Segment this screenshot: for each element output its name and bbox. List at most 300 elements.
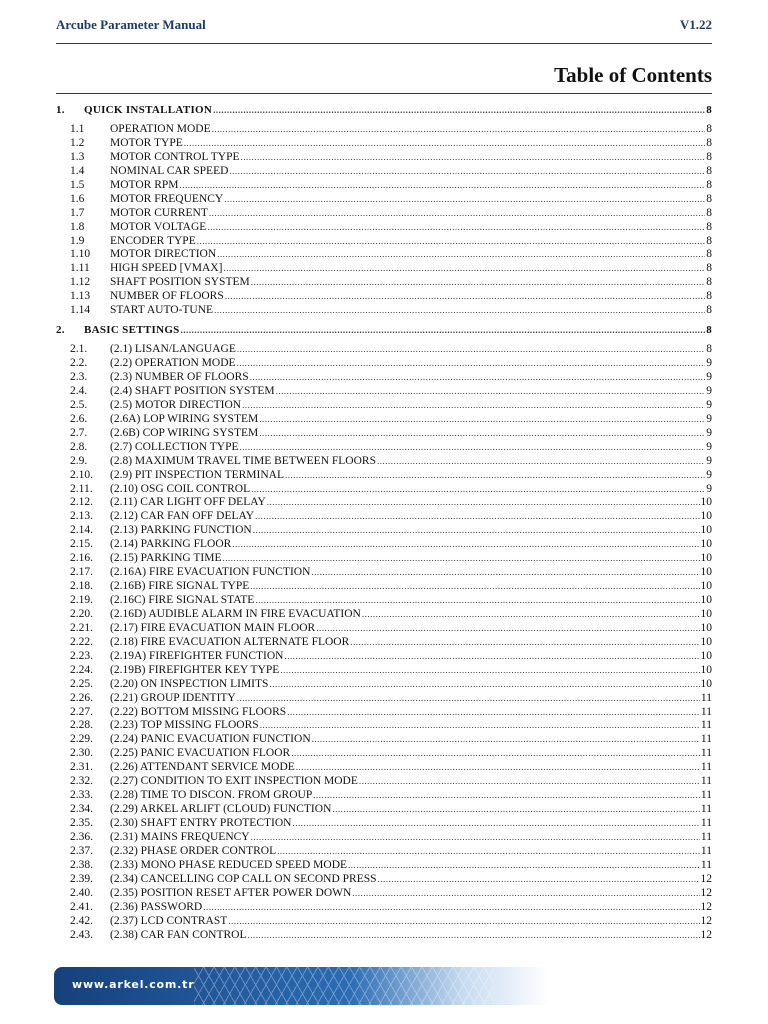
toc-entry[interactable] — [56, 915, 712, 929]
entry-page-number: 10 — [700, 496, 712, 509]
dot-leader — [276, 385, 706, 399]
dot-leader — [240, 441, 706, 455]
toc-entry[interactable] — [56, 413, 712, 427]
entry-page-number: 12 — [700, 914, 712, 927]
entry-page-number: 11 — [700, 858, 712, 871]
toc-entry[interactable] — [56, 859, 712, 873]
entry-title: (2.38) CAR FAN CONTROL — [110, 928, 247, 941]
toc-entry[interactable] — [56, 580, 712, 594]
entry-title: (2.33) MONO PHASE REDUCED SPEED MODE — [110, 858, 348, 871]
entry-number: 2.26. — [70, 691, 93, 704]
entry-number: 1.6 — [70, 192, 85, 205]
entry-title: OPERATION MODE — [110, 123, 211, 135]
dot-leader — [348, 859, 700, 873]
entry-title: (2.13) PARKING FUNCTION — [110, 524, 252, 537]
entry-page-number: 8 — [706, 290, 712, 303]
toc-entry[interactable] — [56, 304, 712, 318]
dot-leader — [277, 845, 700, 859]
entry-number: 2.13. — [70, 510, 93, 523]
entry-number: 2.15. — [70, 538, 93, 551]
entry-title: (2.16C) FIRE SIGNAL STATE — [110, 594, 255, 606]
entry-title: HIGH SPEED [VMAX] — [110, 262, 223, 275]
dot-leader — [250, 580, 699, 594]
footer-banner — [54, 967, 714, 1005]
entry-page-number: 8 — [706, 304, 712, 317]
entry-number: 2.39. — [70, 872, 93, 885]
toc-entry[interactable] — [56, 538, 712, 552]
entry-page-number: 9 — [706, 482, 712, 495]
dot-leader — [251, 276, 706, 290]
entry-number: 2.28. — [70, 719, 93, 732]
toc-entry[interactable] — [56, 817, 712, 831]
entry-title: (2.15) PARKING TIME — [110, 552, 222, 565]
entry-title: (2.7) COLLECTION TYPE — [110, 440, 239, 453]
dot-leader — [253, 524, 700, 538]
entry-page-number: 12 — [700, 872, 712, 885]
dot-leader — [260, 719, 700, 733]
entry-page-number: 11 — [700, 705, 712, 718]
dot-leader — [296, 761, 700, 775]
toc-entry[interactable] — [56, 887, 712, 901]
dot-leader — [228, 915, 699, 929]
toc-section-heading[interactable] — [56, 322, 712, 339]
toc-entry[interactable] — [56, 845, 712, 859]
section-number: 2. — [56, 324, 65, 337]
entry-page-number: 12 — [700, 900, 712, 913]
dot-leader — [229, 165, 705, 179]
toc-entry[interactable] — [56, 469, 712, 483]
toc-entry[interactable] — [56, 357, 712, 371]
entry-title: (2.29) ARKEL ARLIFT (CLOUD) FUNCTION — [110, 803, 332, 816]
entry-title: (2.8) MAXIMUM TRAVEL TIME BETWEEN FLOORS — [110, 454, 376, 467]
entry-number: 2.31. — [70, 761, 93, 774]
entry-title: SHAFT POSITION SYSTEM — [110, 276, 250, 289]
entry-page-number: 12 — [700, 928, 712, 941]
toc-entry[interactable] — [56, 193, 712, 207]
entry-number: 2.43. — [70, 928, 93, 941]
entry-page-number: 8 — [706, 136, 712, 149]
toc-entry[interactable] — [56, 343, 712, 357]
dot-leader — [359, 775, 700, 789]
entry-title: (2.1) LISAN/LANGUAGE — [110, 343, 236, 356]
version-label: V1.22 — [679, 17, 712, 32]
dot-leader — [207, 221, 705, 235]
toc-entry[interactable] — [56, 483, 712, 497]
entry-number: 2.16. — [70, 552, 93, 565]
entry-number: 2.3. — [70, 371, 88, 383]
entry-page-number: 11 — [700, 844, 712, 857]
entry-number: 2.12. — [70, 496, 93, 509]
dot-leader — [241, 151, 706, 165]
entry-number: 2.9. — [70, 454, 88, 467]
dot-leader — [224, 193, 705, 207]
entry-number: 2.4. — [70, 384, 88, 397]
entry-number: 2.2. — [70, 357, 88, 370]
toc-entry[interactable] — [56, 692, 712, 706]
toc-entry[interactable] — [56, 496, 712, 510]
dot-leader — [237, 357, 706, 371]
entry-number: 2.21. — [70, 621, 93, 634]
dot-leader — [378, 873, 700, 887]
entry-number: 1.13 — [70, 290, 91, 303]
entry-number: 2.35. — [70, 817, 93, 829]
entry-page-number: 9 — [706, 440, 712, 453]
toc-entry[interactable] — [56, 235, 712, 249]
page-title: Table of Contents — [554, 63, 712, 87]
toc-entry[interactable] — [56, 385, 712, 399]
entry-title: (2.19B) FIREFIGHTER KEY TYPE — [110, 663, 280, 676]
entry-page-number: 9 — [706, 426, 712, 439]
entry-title: (2.21) GROUP IDENTITY — [110, 691, 236, 704]
entry-page-number: 8 — [706, 192, 712, 205]
entry-title: ENCODER TYPE — [110, 234, 196, 247]
dot-leader — [214, 304, 705, 318]
entry-number: 2.30. — [70, 747, 93, 760]
entry-page-number: 10 — [700, 649, 712, 662]
entry-number: 1.3 — [70, 150, 85, 163]
entry-title: (2.37) LCD CONTRAST — [110, 914, 228, 927]
dot-leader — [225, 290, 706, 304]
toc-entry[interactable] — [56, 622, 712, 636]
entry-title: (2.28) TIME TO DISCON. FROM GROUP — [110, 789, 313, 802]
entry-title: (2.26) ATTENDANT SERVICE MODE — [110, 761, 295, 774]
entry-page-number: 9 — [706, 454, 712, 467]
toc-entry[interactable] — [56, 761, 712, 775]
header-divider — [56, 43, 712, 44]
entry-number: 2.25. — [70, 677, 93, 690]
entry-title: MOTOR RPM — [110, 178, 179, 191]
toc-entry[interactable] — [56, 165, 712, 179]
entry-title: (2.19A) FIREFIGHTER FUNCTION — [110, 649, 284, 662]
entry-page-number: 12 — [700, 886, 712, 899]
toc-entry[interactable] — [56, 510, 712, 524]
entry-title: MOTOR TYPE — [110, 136, 183, 149]
entry-number: 2.17. — [70, 566, 93, 579]
dot-leader — [237, 692, 700, 706]
entry-number: 2.14. — [70, 524, 93, 537]
entry-page-number: 9 — [706, 371, 712, 383]
entry-title: (2.16A) FIRE EVACUATION FUNCTION — [110, 566, 311, 579]
entry-title: NUMBER OF FLOORS — [110, 290, 224, 303]
entry-title: MOTOR FREQUENCY — [110, 192, 224, 205]
toc-entry[interactable] — [56, 137, 712, 151]
entry-title: NOMINAL CAR SPEED — [110, 164, 229, 177]
entry-title: (2.16D) AUDIBLE ALARM IN FIRE EVACUATION — [110, 607, 361, 620]
toc-entry[interactable] — [56, 524, 712, 538]
entry-page-number: 8 — [706, 343, 712, 356]
toc-entry[interactable] — [56, 775, 712, 789]
entry-title: (2.34) CANCELLING COP CALL ON SECOND PRESS — [110, 872, 377, 885]
entry-number: 2.19. — [70, 594, 93, 606]
dot-leader — [223, 262, 705, 276]
entry-number: 2.18. — [70, 580, 93, 593]
dot-leader — [313, 789, 700, 803]
title-divider — [56, 93, 712, 94]
dot-leader — [285, 469, 705, 483]
entry-page-number: 11 — [700, 789, 712, 802]
toc-entry-list — [56, 343, 712, 942]
entry-number: 2.34. — [70, 803, 93, 816]
toc-entry[interactable] — [56, 873, 712, 887]
entry-page-number: 10 — [700, 607, 712, 620]
section-number: 1. — [56, 104, 65, 116]
entry-page-number: 8 — [706, 206, 712, 219]
entry-number: 2.22. — [70, 635, 93, 648]
entry-title: (2.4) SHAFT POSITION SYSTEM — [110, 384, 275, 397]
toc-entry[interactable] — [56, 123, 712, 137]
entry-number: 1.12 — [70, 276, 91, 289]
entry-number: 2.5. — [70, 398, 88, 411]
entry-title: (2.35) POSITION RESET AFTER POWER DOWN — [110, 886, 352, 899]
entry-number: 2.20. — [70, 607, 93, 620]
dot-leader — [180, 179, 706, 193]
dot-leader — [250, 371, 706, 385]
toc-entry[interactable] — [56, 789, 712, 803]
toc-entry[interactable] — [56, 552, 712, 566]
dot-leader — [232, 538, 699, 552]
toc-entry[interactable] — [56, 566, 712, 580]
entry-title: (2.14) PARKING FLOOR — [110, 538, 232, 551]
toc-entry[interactable] — [56, 650, 712, 664]
entry-title: (2.3) NUMBER OF FLOORS — [110, 371, 249, 383]
entry-number: 2.11. — [70, 482, 93, 495]
entry-page-number: 11 — [700, 830, 712, 843]
entry-number: 1.2 — [70, 136, 85, 149]
dot-leader — [209, 207, 705, 221]
dot-leader — [350, 636, 699, 650]
entry-number: 1.14 — [70, 304, 91, 317]
toc-entry[interactable] — [56, 803, 712, 817]
dot-leader — [332, 803, 700, 817]
dot-leader — [251, 483, 705, 497]
toc-entry[interactable] — [56, 179, 712, 193]
toc-entry[interactable] — [56, 678, 712, 692]
entry-page-number: 11 — [700, 733, 712, 746]
section-page-number: 8 — [706, 324, 712, 337]
toc-entry[interactable] — [56, 371, 712, 385]
entry-number: 2.27. — [70, 705, 93, 718]
entry-page-number: 10 — [700, 538, 712, 551]
entry-title: (2.20) ON INSPECTION LIMITS — [110, 677, 269, 690]
entry-number: 2.42. — [70, 914, 93, 927]
entry-title: (2.18) FIRE EVACUATION ALTERNATE FLOOR — [110, 635, 350, 648]
dot-leader — [352, 887, 699, 901]
toc-entry[interactable] — [56, 248, 712, 262]
toc-entry[interactable] — [56, 151, 712, 165]
dot-leader — [316, 622, 699, 636]
entry-page-number: 8 — [706, 234, 712, 247]
toc-entry[interactable] — [56, 831, 712, 845]
entry-page-number: 8 — [706, 150, 712, 163]
entry-page-number: 11 — [700, 719, 712, 732]
entry-page-number: 10 — [700, 566, 712, 579]
toc-entry[interactable] — [56, 290, 712, 304]
toc-entry[interactable] — [56, 706, 712, 720]
toc-entry[interactable] — [56, 594, 712, 608]
toc-entry[interactable] — [56, 399, 712, 413]
entry-page-number: 8 — [706, 178, 712, 191]
entry-title: (2.11) CAR LIGHT OFF DELAY — [110, 496, 266, 509]
entry-title: (2.6B) COP WIRING SYSTEM — [110, 426, 259, 439]
toc-entry[interactable] — [56, 207, 712, 221]
entry-title: (2.27) CONDITION TO EXIT INSPECTION MODE — [110, 775, 358, 788]
dot-leader — [184, 137, 706, 151]
dot-leader — [181, 322, 706, 339]
entry-number: 1.11 — [70, 262, 90, 275]
table-of-contents — [56, 98, 712, 944]
entry-page-number: 10 — [700, 635, 712, 648]
entry-page-number: 10 — [700, 677, 712, 690]
toc-entry[interactable] — [56, 455, 712, 469]
dot-leader — [267, 496, 700, 510]
entry-title: (2.31) MAINS FREQUENCY — [110, 830, 250, 843]
entry-page-number: 8 — [706, 220, 712, 233]
dot-leader — [377, 455, 705, 469]
dot-leader — [248, 929, 700, 943]
dot-leader — [203, 901, 699, 915]
entry-title: (2.6A) LOP WIRING SYSTEM — [110, 412, 259, 425]
section-page-number: 8 — [706, 104, 712, 116]
entry-page-number: 8 — [706, 164, 712, 177]
entry-number: 2.32. — [70, 775, 93, 788]
entry-page-number: 10 — [700, 621, 712, 634]
entry-title: START AUTO-TUNE — [110, 304, 214, 317]
section-title: QUICK INSTALLATION — [84, 104, 213, 116]
entry-title: (2.17) FIRE EVACUATION MAIN FLOOR — [110, 621, 316, 634]
toc-entry[interactable] — [56, 929, 712, 943]
toc-entry[interactable] — [56, 221, 712, 235]
entry-page-number: 11 — [700, 817, 712, 829]
entry-title: (2.16B) FIRE SIGNAL TYPE — [110, 580, 250, 593]
running-header — [56, 14, 712, 36]
toc-entry[interactable] — [56, 747, 712, 761]
entry-page-number: 9 — [706, 398, 712, 411]
entry-title: MOTOR CONTROL TYPE — [110, 150, 240, 163]
dot-leader — [259, 413, 705, 427]
manual-name: Arcube Parameter Manual — [56, 17, 206, 32]
entry-number: 2.33. — [70, 789, 93, 802]
entry-title: (2.5) MOTOR DIRECTION — [110, 398, 242, 411]
footer-pattern — [194, 967, 494, 1005]
entry-number: 1.5 — [70, 178, 85, 191]
entry-number: 2.37. — [70, 844, 93, 857]
entry-page-number: 10 — [700, 524, 712, 537]
section-title: BASIC SETTINGS — [84, 324, 180, 337]
entry-number: 1.8 — [70, 220, 85, 233]
entry-number: 2.24. — [70, 663, 93, 676]
toc-entry-list — [56, 123, 712, 318]
entry-page-number: 9 — [706, 468, 712, 481]
dot-leader — [292, 817, 699, 831]
entry-number: 2.41. — [70, 900, 93, 913]
entry-number: 2.36. — [70, 830, 93, 843]
dot-leader — [242, 399, 705, 413]
toc-entry[interactable] — [56, 664, 712, 678]
dot-leader — [217, 248, 705, 262]
entry-number: 2.29. — [70, 733, 93, 746]
toc-entry[interactable] — [56, 441, 712, 455]
toc-entry[interactable] — [56, 719, 712, 733]
dot-leader — [255, 510, 699, 524]
dot-leader — [362, 608, 700, 622]
entry-title: (2.9) PIT INSPECTION TERMINAL — [110, 468, 284, 481]
entry-page-number: 11 — [700, 761, 712, 774]
entry-page-number: 11 — [700, 775, 712, 788]
toc-entry[interactable] — [56, 276, 712, 290]
entry-page-number: 8 — [706, 123, 712, 135]
entry-page-number: 8 — [706, 262, 712, 275]
dot-leader — [237, 343, 705, 357]
entry-title: (2.24) PANIC EVACUATION FUNCTION — [110, 733, 311, 746]
entry-number: 1.9 — [70, 234, 85, 247]
dot-leader — [259, 427, 705, 441]
entry-page-number: 9 — [706, 357, 712, 370]
entry-number: 2.1. — [70, 343, 88, 356]
entry-number: 2.23. — [70, 649, 93, 662]
entry-number: 1.10 — [70, 248, 91, 261]
entry-number: 2.10. — [70, 468, 93, 481]
dot-leader — [312, 733, 700, 747]
dot-leader — [251, 831, 700, 845]
entry-title: MOTOR DIRECTION — [110, 248, 217, 261]
entry-page-number: 11 — [700, 747, 712, 760]
dot-leader — [197, 235, 706, 249]
toc-entry[interactable] — [56, 608, 712, 622]
entry-title: (2.36) PASSWORD — [110, 900, 203, 913]
entry-title: (2.10) OSG COIL CONTROL — [110, 482, 251, 495]
toc-entry[interactable] — [56, 901, 712, 915]
entry-title: MOTOR VOLTAGE — [110, 220, 207, 233]
toc-entry[interactable] — [56, 262, 712, 276]
entry-page-number: 10 — [700, 552, 712, 565]
dot-leader — [212, 123, 706, 137]
entry-page-number: 10 — [700, 663, 712, 676]
toc-entry[interactable] — [56, 427, 712, 441]
entry-number: 1.7 — [70, 206, 85, 219]
dot-leader — [311, 566, 699, 580]
dot-leader — [223, 552, 700, 566]
dot-leader — [213, 102, 705, 119]
entry-number: 2.7. — [70, 426, 88, 439]
entry-page-number: 10 — [700, 580, 712, 593]
entry-title: (2.25) PANIC EVACUATION FLOOR — [110, 747, 291, 760]
toc-entry[interactable] — [56, 733, 712, 747]
entry-number: 2.40. — [70, 886, 93, 899]
entry-page-number: 8 — [706, 276, 712, 289]
dot-leader — [280, 664, 699, 678]
entry-number: 2.6. — [70, 412, 88, 425]
entry-title: (2.30) SHAFT ENTRY PROTECTION — [110, 817, 292, 829]
toc-section-heading[interactable] — [56, 102, 712, 119]
dot-leader — [284, 650, 699, 664]
website-link[interactable]: www.arkel.com.tr — [72, 978, 195, 991]
toc-entry[interactable] — [56, 636, 712, 650]
entry-title: (2.12) CAR FAN OFF DELAY — [110, 510, 255, 523]
dot-leader — [269, 678, 699, 692]
entry-number: 1.4 — [70, 164, 85, 177]
entry-page-number: 11 — [700, 803, 712, 816]
entry-title: MOTOR CURRENT — [110, 206, 208, 219]
entry-title: (2.22) BOTTOM MISSING FLOORS — [110, 705, 287, 718]
entry-number: 2.38. — [70, 858, 93, 871]
dot-leader — [255, 594, 699, 608]
entry-page-number: 9 — [706, 412, 712, 425]
entry-number: 2.8. — [70, 440, 88, 453]
entry-title: (2.32) PHASE ORDER CONTROL — [110, 844, 277, 857]
entry-page-number: 10 — [700, 594, 712, 606]
entry-title: (2.2) OPERATION MODE — [110, 357, 236, 370]
entry-page-number: 11 — [700, 691, 712, 704]
